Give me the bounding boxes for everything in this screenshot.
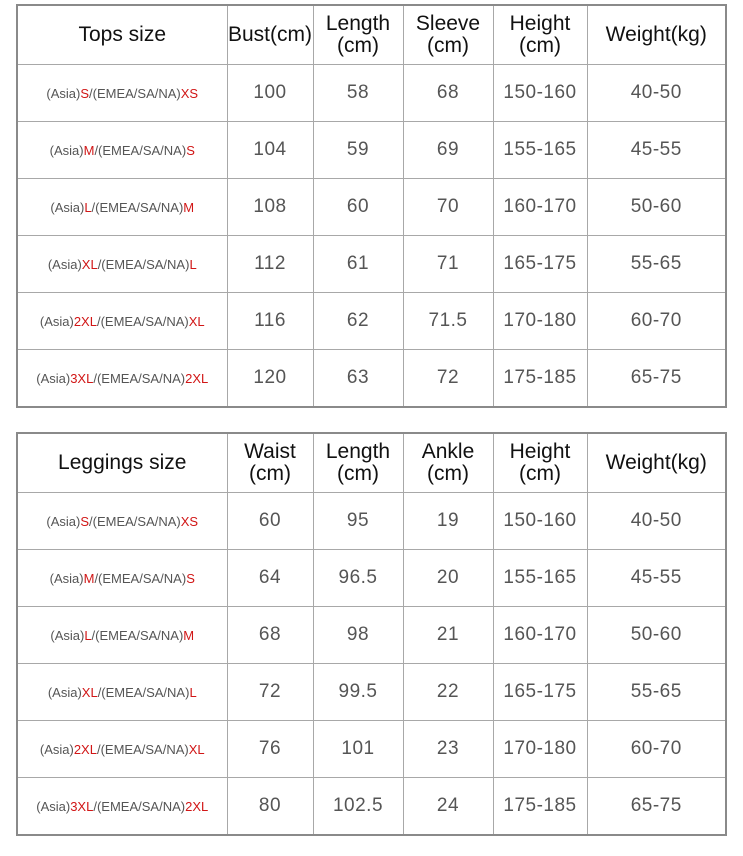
intl-prefix: /(EMEA/SA/NA) bbox=[96, 313, 189, 329]
table-title: Tops size bbox=[17, 5, 227, 65]
value-cell: 80 bbox=[227, 778, 313, 836]
value-cell: 50-60 bbox=[587, 607, 726, 664]
intl-prefix: /(EMEA/SA/NA) bbox=[89, 513, 181, 529]
size-prefix: (Asia) bbox=[39, 313, 74, 329]
intl-size: 2XL bbox=[185, 798, 209, 814]
asia-size: XL bbox=[81, 256, 98, 272]
value-cell: 22 bbox=[403, 664, 493, 721]
value-cell: 95 bbox=[313, 493, 403, 550]
intl-size: S bbox=[186, 570, 195, 586]
intl-size: M bbox=[183, 199, 195, 215]
header-line: Weight(kg) bbox=[605, 23, 707, 46]
asia-size: L bbox=[84, 199, 92, 215]
size-label-cell bbox=[17, 350, 227, 408]
value-cell: 24 bbox=[403, 778, 493, 836]
value-cell: 59 bbox=[313, 122, 403, 179]
value-cell: 45-55 bbox=[587, 122, 726, 179]
intl-size: L bbox=[189, 684, 197, 700]
value-cell: 116 bbox=[227, 293, 313, 350]
column-header bbox=[587, 5, 726, 65]
value-cell: 120 bbox=[227, 350, 313, 408]
intl-prefix: /(EMEA/SA/NA) bbox=[97, 256, 190, 272]
size-prefix: (Asia) bbox=[46, 513, 81, 529]
asia-size: 3XL bbox=[70, 798, 94, 814]
value-cell: 155-165 bbox=[493, 550, 587, 607]
size-label-cell bbox=[17, 721, 227, 778]
size-prefix: (Asia) bbox=[50, 627, 85, 643]
intl-prefix: /(EMEA/SA/NA) bbox=[91, 627, 184, 643]
table-row bbox=[17, 350, 726, 408]
table-row bbox=[17, 778, 726, 836]
table-title: Leggings size bbox=[17, 433, 227, 493]
value-cell: 64 bbox=[227, 550, 313, 607]
asia-size: 2XL bbox=[73, 313, 97, 329]
value-cell: 70 bbox=[403, 179, 493, 236]
header-line: Height bbox=[509, 440, 571, 463]
size-label-cell bbox=[17, 65, 227, 122]
table-row bbox=[17, 721, 726, 778]
value-cell: 112 bbox=[227, 236, 313, 293]
value-cell: 98 bbox=[313, 607, 403, 664]
value-cell: 150-160 bbox=[493, 65, 587, 122]
value-cell: 155-165 bbox=[493, 122, 587, 179]
intl-size: L bbox=[189, 256, 197, 272]
value-cell: 175-185 bbox=[493, 350, 587, 408]
value-cell: 68 bbox=[227, 607, 313, 664]
intl-prefix: /(EMEA/SA/NA) bbox=[91, 199, 184, 215]
header-line: Length bbox=[325, 440, 391, 463]
table-row bbox=[17, 179, 726, 236]
table-row bbox=[17, 122, 726, 179]
value-cell: 60-70 bbox=[587, 721, 726, 778]
value-cell: 55-65 bbox=[587, 236, 726, 293]
column-header bbox=[403, 433, 493, 493]
header-line: (cm) bbox=[337, 462, 379, 485]
size-label-cell bbox=[17, 179, 227, 236]
value-cell: 108 bbox=[227, 179, 313, 236]
size-label-cell bbox=[17, 493, 227, 550]
header-line: (cm) bbox=[427, 462, 469, 485]
value-cell: 50-60 bbox=[587, 179, 726, 236]
intl-prefix: /(EMEA/SA/NA) bbox=[94, 142, 187, 158]
tops-rows bbox=[17, 65, 726, 408]
header-line: Weight(kg) bbox=[605, 451, 707, 474]
value-cell: 60 bbox=[313, 179, 403, 236]
intl-prefix: /(EMEA/SA/NA) bbox=[93, 798, 186, 814]
header-line: Sleeve bbox=[415, 12, 481, 35]
size-label-cell bbox=[17, 778, 227, 836]
header-line: (cm) bbox=[519, 34, 561, 57]
asia-size: M bbox=[83, 570, 95, 586]
value-cell: 68 bbox=[403, 65, 493, 122]
table-row bbox=[17, 65, 726, 122]
value-cell: 65-75 bbox=[587, 350, 726, 408]
value-cell: 62 bbox=[313, 293, 403, 350]
value-cell: 40-50 bbox=[587, 65, 726, 122]
table-row bbox=[17, 550, 726, 607]
leggings-size-table bbox=[16, 432, 727, 836]
size-label-cell bbox=[17, 607, 227, 664]
header-line: (cm) bbox=[249, 462, 291, 485]
value-cell: 58 bbox=[313, 65, 403, 122]
column-header bbox=[227, 433, 313, 493]
header-line: Length bbox=[325, 12, 391, 35]
value-cell: 175-185 bbox=[493, 778, 587, 836]
asia-size: S bbox=[80, 513, 90, 529]
table-row bbox=[17, 664, 726, 721]
size-prefix: (Asia) bbox=[39, 741, 74, 757]
intl-size: S bbox=[186, 142, 195, 158]
intl-size: 2XL bbox=[185, 370, 209, 386]
header-line: Ankle bbox=[421, 440, 475, 463]
asia-size: 3XL bbox=[70, 370, 94, 386]
value-cell: 71.5 bbox=[403, 293, 493, 350]
leggings-rows bbox=[17, 493, 726, 836]
header-line: (cm) bbox=[519, 462, 561, 485]
intl-prefix: /(EMEA/SA/NA) bbox=[89, 85, 181, 101]
value-cell: 96.5 bbox=[313, 550, 403, 607]
value-cell: 20 bbox=[403, 550, 493, 607]
value-cell: 60 bbox=[227, 493, 313, 550]
size-prefix: (Asia) bbox=[36, 798, 71, 814]
asia-size: S bbox=[80, 85, 90, 101]
value-cell: 19 bbox=[403, 493, 493, 550]
column-header bbox=[587, 433, 726, 493]
value-cell: 170-180 bbox=[493, 293, 587, 350]
size-label-cell bbox=[17, 550, 227, 607]
header-line: Bust(cm) bbox=[228, 23, 312, 46]
value-cell: 76 bbox=[227, 721, 313, 778]
size-label-cell bbox=[17, 293, 227, 350]
column-header bbox=[493, 433, 587, 493]
value-cell: 99.5 bbox=[313, 664, 403, 721]
header-line: (cm) bbox=[427, 34, 469, 57]
value-cell: 165-175 bbox=[493, 664, 587, 721]
intl-size: XL bbox=[188, 741, 205, 757]
column-header bbox=[493, 5, 587, 65]
column-header bbox=[227, 5, 313, 65]
size-prefix: (Asia) bbox=[36, 370, 71, 386]
value-cell: 100 bbox=[227, 65, 313, 122]
size-prefix: (Asia) bbox=[46, 85, 81, 101]
intl-size: XL bbox=[188, 313, 205, 329]
header-line: Height bbox=[509, 12, 571, 35]
header-row bbox=[17, 5, 726, 65]
value-cell: 72 bbox=[403, 350, 493, 408]
size-label-cell bbox=[17, 122, 227, 179]
value-cell: 71 bbox=[403, 236, 493, 293]
value-cell: 55-65 bbox=[587, 664, 726, 721]
table-row bbox=[17, 293, 726, 350]
size-label-cell bbox=[17, 664, 227, 721]
value-cell: 101 bbox=[313, 721, 403, 778]
value-cell: 160-170 bbox=[493, 607, 587, 664]
asia-size: L bbox=[84, 627, 92, 643]
table-row bbox=[17, 236, 726, 293]
size-prefix: (Asia) bbox=[49, 570, 84, 586]
value-cell: 61 bbox=[313, 236, 403, 293]
value-cell: 65-75 bbox=[587, 778, 726, 836]
asia-size: 2XL bbox=[73, 741, 97, 757]
table-row bbox=[17, 607, 726, 664]
size-prefix: (Asia) bbox=[50, 199, 85, 215]
size-prefix: (Asia) bbox=[47, 684, 82, 700]
asia-size: XL bbox=[81, 684, 98, 700]
value-cell: 170-180 bbox=[493, 721, 587, 778]
value-cell: 60-70 bbox=[587, 293, 726, 350]
value-cell: 150-160 bbox=[493, 493, 587, 550]
intl-size: M bbox=[183, 627, 195, 643]
intl-prefix: /(EMEA/SA/NA) bbox=[97, 684, 190, 700]
value-cell: 21 bbox=[403, 607, 493, 664]
intl-prefix: /(EMEA/SA/NA) bbox=[93, 370, 186, 386]
size-prefix: (Asia) bbox=[47, 256, 82, 272]
column-header bbox=[403, 5, 493, 65]
value-cell: 45-55 bbox=[587, 550, 726, 607]
intl-size: XS bbox=[180, 85, 199, 101]
value-cell: 63 bbox=[313, 350, 403, 408]
value-cell: 40-50 bbox=[587, 493, 726, 550]
header-line: (cm) bbox=[337, 34, 379, 57]
column-header bbox=[313, 5, 403, 65]
value-cell: 160-170 bbox=[493, 179, 587, 236]
value-cell: 104 bbox=[227, 122, 313, 179]
table-row bbox=[17, 493, 726, 550]
size-prefix: (Asia) bbox=[49, 142, 84, 158]
value-cell: 72 bbox=[227, 664, 313, 721]
value-cell: 102.5 bbox=[313, 778, 403, 836]
value-cell: 69 bbox=[403, 122, 493, 179]
header-row bbox=[17, 433, 726, 493]
asia-size: M bbox=[83, 142, 95, 158]
intl-prefix: /(EMEA/SA/NA) bbox=[94, 570, 187, 586]
tops-size-table bbox=[16, 4, 727, 408]
intl-prefix: /(EMEA/SA/NA) bbox=[96, 741, 189, 757]
header-line: Waist bbox=[244, 440, 296, 463]
intl-size: XS bbox=[180, 513, 199, 529]
value-cell: 23 bbox=[403, 721, 493, 778]
value-cell: 165-175 bbox=[493, 236, 587, 293]
size-label-cell bbox=[17, 236, 227, 293]
column-header bbox=[313, 433, 403, 493]
